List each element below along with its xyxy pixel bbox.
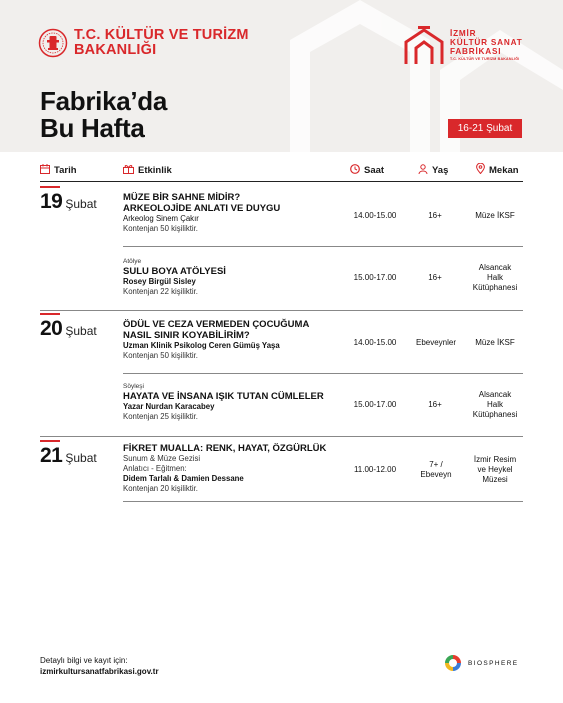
column-time: [350, 160, 384, 180]
event-age-line: 7+ /: [429, 460, 443, 469]
ministry-name-line1: T.C. KÜLTÜR VE TURİZM: [74, 27, 249, 43]
event-venue-line: Alsancak: [478, 263, 512, 272]
event-venue: [465, 390, 525, 420]
ministry-emblem-icon: [38, 28, 68, 58]
page-title-line1: Fabrika’da: [40, 86, 168, 116]
event-venue-line: Müze İKSF: [475, 211, 515, 220]
column-event-label: Etkinlik: [138, 164, 172, 176]
event-speaker: Yazar Nurdan Karacabey: [123, 402, 215, 411]
event-venue-line: Kütüphanesi: [472, 283, 518, 292]
event-time: 15.00-17.00: [353, 273, 397, 282]
event-venue-line: Halk: [486, 273, 503, 282]
clock-icon: [350, 164, 360, 177]
schedule-table-header: [40, 160, 523, 180]
day-divider: [40, 436, 523, 437]
day-divider: [40, 310, 523, 311]
factory-logo: [404, 24, 523, 66]
event-venue: [465, 338, 525, 348]
event-details: [123, 382, 358, 422]
event-speaker: Didem Tarlalı & Damien Dessane: [123, 474, 244, 483]
column-venue-label: Mekan: [489, 164, 519, 176]
day-accent-rule: [40, 313, 60, 315]
event-title: ARKEOLOJİDE ANLATI VE DUYGU: [123, 203, 281, 214]
event-capacity: Kontenjan 50 kişiliktir.: [123, 224, 198, 233]
location-pin-icon: [476, 163, 485, 177]
event-title: SULU BOYA ATÖLYESİ: [123, 266, 226, 277]
ministry-logo: [38, 28, 249, 58]
event-age: Ebeveynler: [415, 338, 457, 347]
footer-info-text: Detaylı bilgi ve kayıt için:: [40, 656, 128, 665]
event-age: [412, 460, 460, 480]
page-title: [40, 88, 167, 142]
event-title: MÜZE BİR SAHNE MİDİR?: [123, 192, 241, 203]
column-date: [40, 160, 77, 180]
day-month: Şubat: [65, 324, 97, 338]
event-capacity: Kontenjan 50 kişiliktir.: [123, 351, 198, 360]
event-details: [123, 257, 348, 297]
factory-building-icon: [404, 24, 444, 66]
event-divider: [123, 373, 523, 374]
day-accent-rule: [40, 440, 60, 442]
event-time: 14.00-15.00: [353, 338, 397, 347]
event-venue-line: ve Heykel: [477, 465, 513, 474]
event-age: 16+: [428, 273, 442, 282]
day-label: [40, 317, 97, 341]
header-banner: [0, 0, 563, 152]
event-title: ÖDÜL VE CEZA VERMEDEN ÇOCUĞUMA: [123, 319, 310, 330]
event-details: [123, 192, 348, 234]
page-title-line2: Bu Hafta: [40, 113, 145, 143]
event-divider: [123, 246, 523, 247]
event-capacity: Kontenjan 20 kişiliktir.: [123, 484, 198, 493]
event-age: 16+: [428, 211, 442, 220]
event-capacity: Kontenjan 25 kişiliktir.: [123, 412, 198, 421]
event-role: Anlatıcı - Eğitmen:: [123, 464, 187, 473]
biosphere-icon: [444, 654, 462, 672]
footer-info: [40, 655, 159, 677]
column-venue: [476, 160, 519, 180]
biosphere-label: BIOSPHERE: [468, 659, 519, 667]
gift-icon: [123, 164, 134, 177]
event-venue-line: Müzesi: [482, 475, 508, 484]
event-divider: [123, 501, 523, 502]
day-month: Şubat: [65, 451, 97, 465]
event-venue-line: Müze İKSF: [475, 338, 515, 347]
day-month: Şubat: [65, 197, 97, 211]
column-event: [123, 160, 172, 180]
event-venue-line: Kütüphanesi: [472, 410, 518, 419]
event-category: Söyleşi: [123, 383, 144, 390]
biosphere-logo: [444, 654, 519, 672]
footer-website-link[interactable]: izmirkultursanatfabrikasi.gov.tr: [40, 667, 159, 676]
column-age: [418, 160, 448, 180]
week-range-badge: 16-21 Şubat: [448, 119, 522, 138]
day-accent-rule: [40, 186, 60, 188]
day-number: 21: [40, 444, 63, 467]
event-category: Atölye: [123, 258, 142, 265]
ministry-name-line2: BAKANLIĞI: [74, 42, 157, 58]
event-title: FİKRET MUALLA: RENK, HAYAT, ÖZGÜRLÜK: [123, 443, 327, 454]
event-title: HAYATA VE İNSANA IŞIK TUTAN CÜMLELER: [123, 391, 324, 402]
column-time-label: Saat: [364, 164, 385, 176]
event-capacity: Kontenjan 22 kişiliktir.: [123, 287, 198, 296]
event-venue: [465, 211, 525, 221]
column-age-label: Yaş: [432, 164, 449, 176]
factory-name-line3: FABRİKASI: [450, 46, 502, 56]
event-details: [123, 319, 353, 361]
event-time: 15.00-17.00: [353, 400, 397, 409]
day-number: 19: [40, 190, 63, 213]
event-venue-line: İzmir Resim: [473, 455, 517, 464]
event-age-line: Ebeveyn: [420, 470, 452, 479]
event-time: 14.00-15.00: [353, 211, 397, 220]
event-format: Sunum & Müze Gezisi: [123, 454, 201, 463]
event-time: 11.00-12.00: [353, 465, 397, 474]
event-speaker: Rosey Birgül Sisley: [123, 277, 196, 286]
calendar-icon: [40, 164, 50, 177]
day-label: [40, 444, 97, 468]
event-venue: [465, 455, 525, 485]
day-label: [40, 190, 97, 214]
event-speaker: Uzman Klinik Psikolog Ceren Gümüş Yaşa: [123, 341, 280, 350]
event-speaker: Arkeolog Sinem Çakır: [123, 214, 199, 223]
event-venue: [465, 263, 525, 293]
event-age: 16+: [428, 400, 442, 409]
event-title: NASIL SINIR KOYABİLİRİM?: [123, 330, 250, 341]
factory-name-line1: İZMİR: [450, 28, 477, 38]
factory-subtitle: T.C. KÜLTÜR VE TURİZM BAKANLIĞI: [450, 56, 520, 61]
factory-name-line2: KÜLTÜR SANAT: [450, 37, 523, 47]
header-divider: [40, 181, 523, 182]
person-icon: [418, 164, 428, 177]
column-date-label: Tarih: [54, 164, 77, 176]
event-venue-line: Alsancak: [478, 390, 512, 399]
event-venue-line: Halk: [486, 400, 503, 409]
day-number: 20: [40, 317, 63, 340]
event-details: [123, 443, 353, 494]
